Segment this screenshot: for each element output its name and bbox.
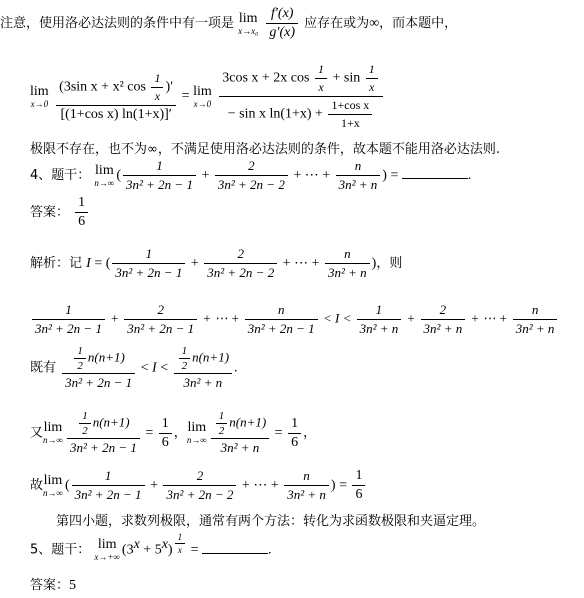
- limits-line: 又 lim n→∞ $\frac{1}{2}$ n(n+1) 3n² + 2n − 1 = $\frac{1}{6}$ ， lim n→∞ $\frac{1}{2}$ n(n+1) 3n² + n = $\frac{1}{6}$ ，: [30, 410, 317, 455]
- analysis-define-I: 解析：记 I = ( $\frac{1}{\text{3n² + 2n − 1}}$ + $\frac{2}{\text{3n² + 2n − 2}}$ + ⋯ + $\frac{n}{\text{3n² + n}}$ )，则: [30, 246, 403, 280]
- lim-x-x0: lim x→x₀: [238, 10, 259, 36]
- squeeze-inequality: $\frac{1}{\text{3n² + 2n − 1}}$ + $\frac{2}{\text{3n² + 2n − 1}}$ + ⋯ + $\frac{n}{\text{3n² + 2n − 1}}$ < I < $\frac{1}{\text{3n² + n}}$ + $\frac{2}{\text{3n² + n}}$ + ⋯ + $\frac{n}{\text{3n² + n}}$: [30, 302, 559, 337]
- lhopital-equation: lim x→0 (3sin x + x² cos $\frac{1}{x}$ )′ [(1+cos x) ln(1+x)]′ = lim x→0 3cos x + 2x cos $\frac{1}{x}$ + sin $\frac{1}{x}$ − sin x ln(1+x) + $\frac{\text{1+cos x}}{1+x}$: [30, 62, 385, 131]
- note-line: 注意，使用洛必达法则的条件中有一项是 lim x→x₀ $\frac{f'(x)}{g'(x)}$ 应存在或为∞，而本题中，: [0, 6, 458, 40]
- equation-left-fraction: (3sin x + x² cos $\frac{1}{x}$ )′ [(1+cos x) ln(1+x)]′: [56, 71, 176, 123]
- question-5: 5、题干： lim x→+∞ $(3^x + 5^x)$ $\frac{1}{x}$ = .: [30, 532, 272, 562]
- note-prefix: 注意，使用洛必达法则的条件中有一项是: [0, 16, 235, 31]
- summary-line: 第四小题，求数列极限，通常有两个方法：转化为求函数极限和夹逼定理。: [56, 514, 486, 529]
- conclusion-line: 极限不存在，也不为∞，不满足使用洛必达法则的条件，故本题不能用洛必达法则.: [30, 142, 500, 157]
- answer-4: 答案： $\frac{1}{6}$: [30, 195, 90, 230]
- equation-right-fraction: 3cos x + 2x cos $\frac{1}{x}$ + sin $\frac{1}{x}$ − sin x ln(1+x) + $\frac{\text{1+cos x}}{1+x}$: [219, 62, 382, 131]
- therefore-line: 故 lim n→∞ ( $\frac{1}{\text{3n² + 2n − 1}}$ + $\frac{2}{\text{3n² + 2n − 2}}$ + ⋯ + $\frac{n}{\text{3n² + n}}$ ) = $\frac{1}{6}$: [30, 468, 367, 503]
- question-4: 4、题干： lim n→∞ ( $\frac{1}{\text{3n² + 2n − 1}}$ + $\frac{2}{\text{3n² + 2n − 2}}$ + ⋯ + $\frac{n}{\text{3n² + n}}$ ) = .: [30, 158, 472, 192]
- answer-5: 答案：5: [30, 578, 77, 593]
- answer-blank-4: [402, 164, 468, 179]
- both-sides-line: 既有 $\frac{1}{2}$ n(n+1) 3n² + 2n − 1 < I < $\frac{1}{2}$ n(n+1) 3n² + n .: [30, 345, 238, 390]
- answer-blank-5: [202, 539, 268, 554]
- fprime-over-gprime: $\frac{f'(x)}{g'(x)}$: [266, 6, 298, 41]
